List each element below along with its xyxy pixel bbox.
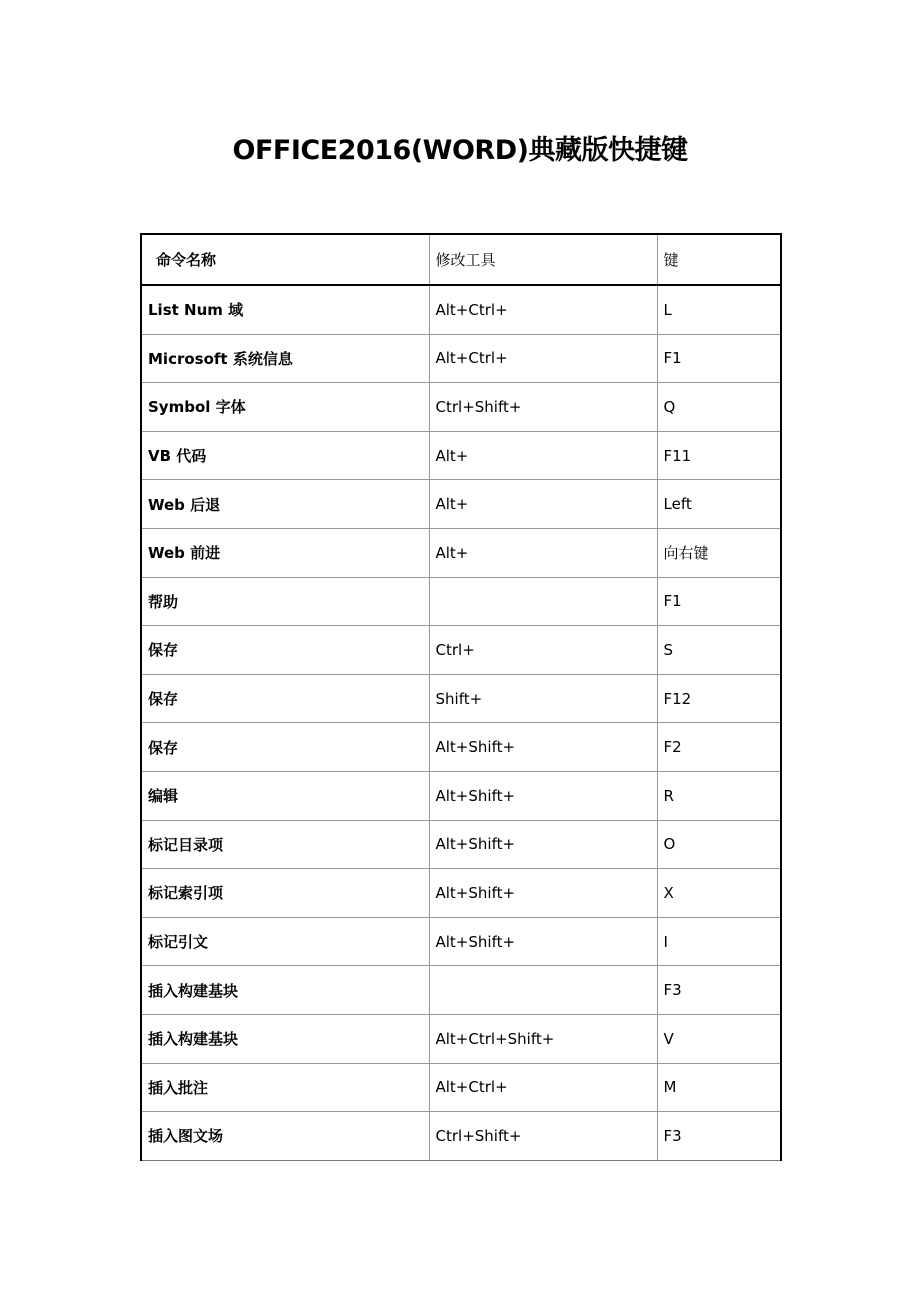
key-cell: I [657,917,781,966]
header-command-name: 命令名称 [141,234,429,285]
modifier-cell: Ctrl+Shift+ [429,383,657,432]
modifier-cell: Alt+ [429,431,657,480]
key-cell: O [657,820,781,869]
table-row [141,626,781,675]
key-cell: F2 [657,723,781,772]
command-name-cell: 帮助 [141,577,429,626]
command-name-cell: 标记索引项 [141,869,429,918]
command-name-cell: Microsoft 系统信息 [141,334,429,383]
key-cell: R [657,771,781,820]
key-cell: 向右键 [657,528,781,577]
command-name-cell: 保存 [141,674,429,723]
table-row [141,1063,781,1112]
modifier-cell: Alt+ [429,480,657,529]
table-row [141,528,781,577]
table-row [141,285,781,334]
command-name-cell: List Num 域 [141,285,429,334]
table-row [141,480,781,529]
modifier-cell: Alt+Shift+ [429,771,657,820]
key-cell: F11 [657,431,781,480]
table-row [141,1014,781,1063]
command-name-cell: Web 后退 [141,480,429,529]
command-name-cell: VB 代码 [141,431,429,480]
command-name-cell: 标记目录项 [141,820,429,869]
shortcut-table [140,233,782,1161]
table-row [141,334,781,383]
command-name-cell: 标记引文 [141,917,429,966]
table-row [141,966,781,1015]
modifier-cell: Alt+Ctrl+ [429,334,657,383]
modifier-cell: Alt+Ctrl+Shift+ [429,1014,657,1063]
modifier-cell [429,966,657,1015]
key-cell: S [657,626,781,675]
key-cell: V [657,1014,781,1063]
key-cell: F1 [657,334,781,383]
modifier-cell: Ctrl+Shift+ [429,1112,657,1161]
page-title: OFFICE2016(WORD)典藏版快捷键 [232,135,688,166]
table-row [141,431,781,480]
command-name-cell: 保存 [141,723,429,772]
key-cell: M [657,1063,781,1112]
table-header-row [141,234,781,285]
key-cell: X [657,869,781,918]
command-name-cell: 插入构建基块 [141,1014,429,1063]
key-cell: Left [657,480,781,529]
table-row [141,869,781,918]
key-cell: L [657,285,781,334]
command-name-cell: Web 前进 [141,528,429,577]
key-cell: Q [657,383,781,432]
modifier-cell: Alt+Shift+ [429,917,657,966]
modifier-cell: Ctrl+ [429,626,657,675]
command-name-cell: 插入批注 [141,1063,429,1112]
command-name-cell: 插入图文场 [141,1112,429,1161]
modifier-cell: Alt+ [429,528,657,577]
table-row [141,771,781,820]
command-name-cell: 保存 [141,626,429,675]
table-row [141,1112,781,1161]
command-name-cell: 编辑 [141,771,429,820]
key-cell: F1 [657,577,781,626]
modifier-cell: Alt+Shift+ [429,820,657,869]
table-row [141,820,781,869]
header-key: 键 [657,234,781,285]
key-cell: F12 [657,674,781,723]
key-cell: F3 [657,1112,781,1161]
modifier-cell: Shift+ [429,674,657,723]
table-row [141,383,781,432]
key-cell: F3 [657,966,781,1015]
modifier-cell [429,577,657,626]
table-row [141,577,781,626]
modifier-cell: Alt+Ctrl+ [429,285,657,334]
modifier-cell: Alt+Shift+ [429,723,657,772]
command-name-cell: Symbol 字体 [141,383,429,432]
table-row [141,723,781,772]
table-row [141,674,781,723]
header-modifier: 修改工具 [429,234,657,285]
modifier-cell: Alt+Ctrl+ [429,1063,657,1112]
command-name-cell: 插入构建基块 [141,966,429,1015]
table-row [141,917,781,966]
modifier-cell: Alt+Shift+ [429,869,657,918]
